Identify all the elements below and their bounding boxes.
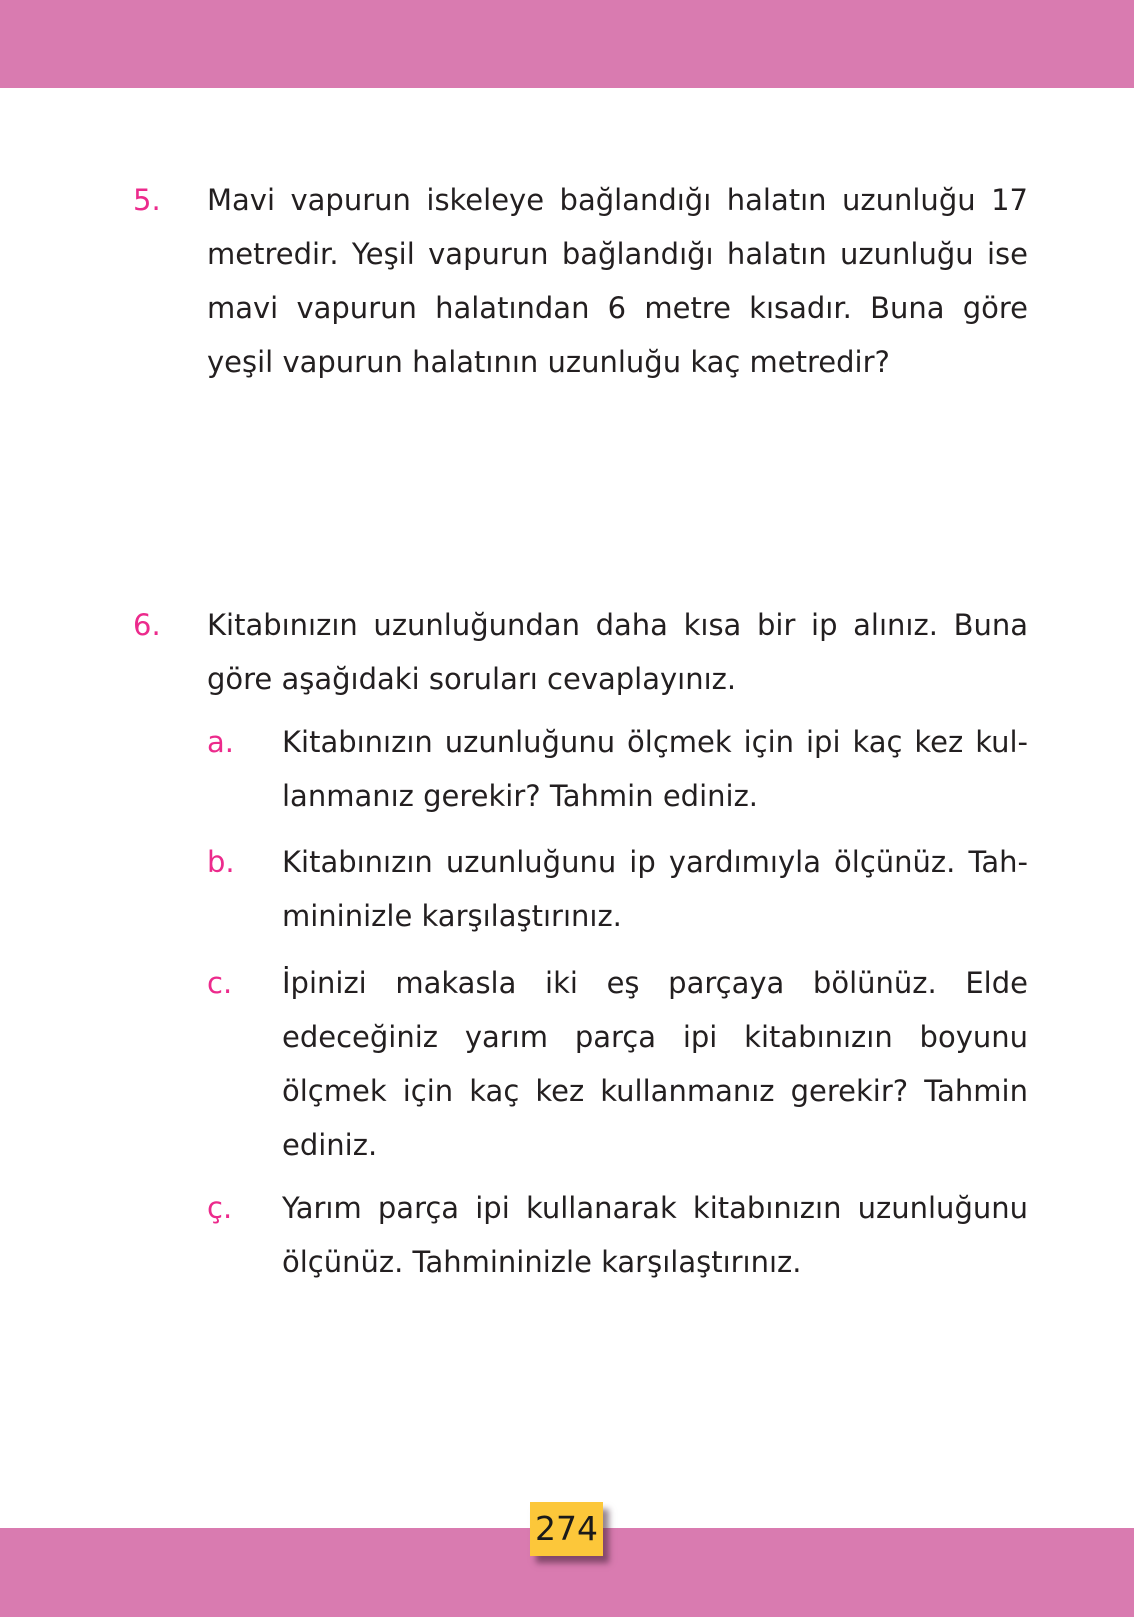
text-line: İpinizi makasla iki eş parçaya bölünüz. Elde	[282, 966, 1028, 1000]
text-line: yeşil vapurun halatının uzunluğu kaç metredir?	[207, 345, 890, 379]
question-number: 6.	[133, 608, 161, 642]
text-line: edeceğiniz yarım parça ipi kitabınızın boyunu	[282, 1020, 1028, 1054]
text-line: mininizle karşılaştırınız.	[282, 899, 622, 933]
text-line: Kitabınızın uzunluğundan daha kısa bir ip alınız. Buna	[207, 608, 1028, 642]
item-label: ç.	[207, 1191, 233, 1225]
text-line: mavi vapurun halatından 6 metre kısadır. Buna göre	[207, 291, 1028, 325]
text-line: ediniz.	[282, 1128, 378, 1162]
question-number: 5.	[133, 183, 161, 217]
text-line: göre aşağıdaki soruları cevaplayınız.	[207, 662, 737, 696]
item-b-text	[282, 835, 1028, 943]
item-a-text	[282, 715, 1028, 823]
page-number: 274	[530, 1502, 603, 1556]
text-line: Kitabınızın uzunluğunu ip yardımıyla ölçünüz. Tah-	[282, 845, 1028, 879]
item-label: b.	[207, 845, 235, 879]
item-label: a.	[207, 725, 234, 759]
top-band	[0, 0, 1134, 88]
text-line: ölçmek için kaç kez kullanmanız gerekir? Tahmin	[282, 1074, 1028, 1108]
text-line: Kitabınızın uzunluğunu ölçmek için ipi kaç kez kul-	[282, 725, 1028, 759]
item-c-text	[282, 956, 1028, 1172]
text-line: ölçünüz. Tahmininizle karşılaştırınız.	[282, 1245, 802, 1279]
text-line: metredir. Yeşil vapurun bağlandığı halatın uzunluğu ise	[207, 237, 1028, 271]
item-label: c.	[207, 966, 233, 1000]
question-5-text	[207, 173, 1028, 389]
question-6-text	[207, 598, 1028, 706]
text-line: Mavi vapurun iskeleye bağlandığı halatın uzunluğu 17	[207, 183, 1028, 217]
text-line: Yarım parça ipi kullanarak kitabınızın uzunluğunu	[282, 1191, 1028, 1225]
text-line: lanmanız gerekir? Tahmin ediniz.	[282, 779, 759, 813]
item-c-cedilla-text	[282, 1181, 1028, 1289]
